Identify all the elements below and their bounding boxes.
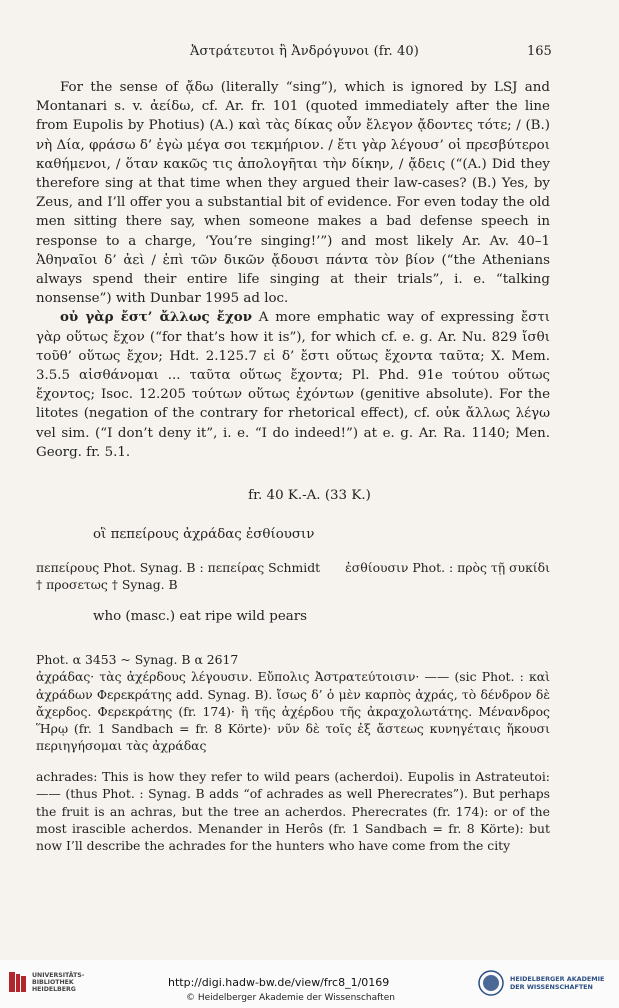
paragraph-2 xyxy=(36,308,550,462)
fragment-translation: who (masc.) eat ripe wild pears xyxy=(93,609,308,624)
testimonia-source: Phot. α 3453 ~ Synag. B α 2617 xyxy=(36,652,239,667)
copyright-notice: © Heidelberger Akademie der Wissenschaften xyxy=(186,993,395,1003)
testimonia-text: ἀχράδας· τὰς ἀχέρδους λέγουσιν. Εὔπολις Ἀστρατεύτοισιν· —— (sic Phot. : καὶ ἀχράδων Φερεκράτης add. Synag. B). ἴσως δ’ ὁ μὲν καρπὸς ἀχράς, τὸ δένδρον δὲ ἄχερδος. Φερεκράτης (fr. 174)· ἢ τῆς ἀχέρδου τῆς ἀκραχολωτάτης. Μένανδρος Ἥρῳ (fr. 1 Sandbach = fr. 8 Körte)· νῦν δὲ τοῖς ἐξ ἄστεως κυνηγέταις ἥκουσι περιηγήσομαι τὰς ἀχράδας xyxy=(36,669,550,754)
fragment-text: οἳ πεπείρους ἀχράδας ἐσθίουσιν xyxy=(93,527,315,542)
critical-apparatus xyxy=(36,559,550,593)
university-library-logo-icon xyxy=(8,970,28,994)
university-library-name: UNIVERSITÄTS- BIBLIOTHEK HEIDELBERG xyxy=(32,972,85,993)
testimonia-translation: achrades: This is how they refer to wild pears (acherdoi). Eupolis in Astrateutoi: —— (thus Phot. : Synag. B adds “of achrades as well Pherecrates”). But perhaps the fruit is an achras, but the tree an acherdos. Pherecrates (fr. 174): or of the most irascible acherdos. Menander in Herôs (fr. 1 Sandbach = fr. 8 Körte): but now I’ll describe the achrades for the hunters who have come from the city xyxy=(36,769,550,854)
commentary-body xyxy=(36,78,550,462)
paragraph-1: For the sense of ᾄδω (literally “sing”), which is ignored by LSJ and Montanari s. v. ἀείδω, cf. Ar. fr. 101 (quoted immediately after the line from Eupolis by Photius) (A.) καὶ τὰς δίκας οὖν ἔλεγον ᾄδοντες τότε; / (B.) νὴ Δία, φράσω δ’ ἐγὼ μέγα σοι τεκμήριον. / ἔτι γὰρ λέγουσ’ οἱ πρεσβύτεροι καθήμενοι, / ὅταν κακῶς τις ἀπολογῆται τὴν δίκην, / ᾄδεις (“(A.) Did they therefore sing at that time when they argued their law-cases? (B.) Yes, by Zeus, and I’ll offer you a substantial bit of evidence. For even today the old men sitting there say, when someone makes a bad defense speech in response to a charge, ‘You’re singing!’”) and most likely Ar. Av. 40–1 Ἀθηναῖοι δ’ ἀεὶ / ἐπὶ τῶν δικῶν ᾄδουσι πάντα τὸν βίον (“the Athenians always spend their entire life singing at their trials”, i. e. “talking nonsense”) with Dunbar 1995 ad loc. xyxy=(36,80,550,307)
running-title: Ἀστράτευτοι ἢ Ἀνδρόγυνοι (fr. 40) xyxy=(190,44,419,59)
apparatus-right: ἐσθίουσιν Phot. : πρὸς τῇ συκίδι xyxy=(345,560,550,575)
apparatus-left: πεπείρους Phot. Synag. B : πεπείρας Schmidt xyxy=(36,560,321,575)
footer-bar xyxy=(0,960,619,1008)
permalink-url[interactable]: http://digi.hadw-bw.de/view/frc8_1/0169 xyxy=(168,976,390,989)
academy-seal-icon xyxy=(478,970,504,996)
paragraph-2-text: A more emphatic way of expressing ἔστι γὰρ οὕτως ἔχον (“for that’s how it is”), for which cf. e. g. Ar. Nu. 829 ἴσθι τοῦθ’ οὕτως ἔχον; Hdt. 2.125.7 εἰ δ’ ἔστι οὕτως ἔχοντα ταῦτα; X. Mem. 3.5.5 αἰσθάνομαι ... ταῦτα οὕτως ἔχοντα; Pl. Phd. 91e τούτου οὕτως ἔχοντος; Isoc. 12.205 τούτων οὕτως ἐχόντων (genitive absolute). For the litotes (negation of the contrary for rhetorical effect), cf. οὐκ ἄλλως λέγω vel sim. (“I don’t deny it”, i. e. “I do indeed!”) at e. g. Ar. Ra. 1140; Men. Georg. fr. 5.1. xyxy=(36,310,550,460)
testimonia xyxy=(36,651,550,755)
page-number: 165 xyxy=(527,44,552,59)
fragment-heading: fr. 40 K.-A. (33 K.) xyxy=(248,488,371,503)
academy-name: HEIDELBERGER AKADEMIE DER WISSENSCHAFTEN xyxy=(510,975,605,991)
apparatus-line2: † προσετως † Synag. B xyxy=(36,577,178,592)
lemma: οὐ γὰρ ἔστ’ ἄλλως ἔχον xyxy=(60,309,252,326)
